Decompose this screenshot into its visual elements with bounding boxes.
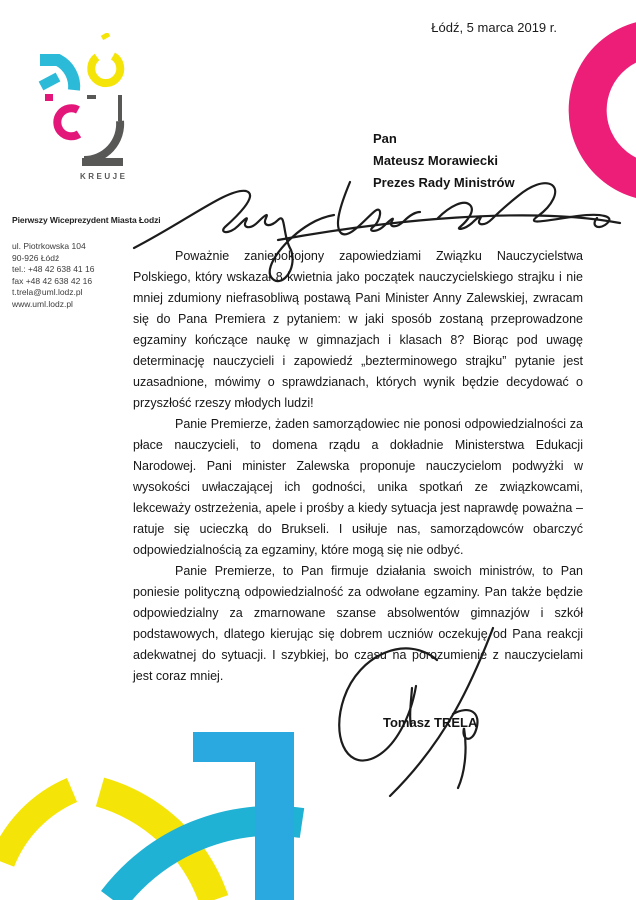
logo-letter-z-icon [82, 95, 123, 166]
sender-street: ul. Piotrkowska 104 [12, 241, 86, 251]
lodz-kreuje-logo [28, 33, 158, 185]
logo-letter-l-icon [40, 60, 74, 90]
pink-ring-decoration [536, 8, 636, 208]
logo-caption: KREUJE [80, 172, 128, 181]
sender-phone: tel.: +48 42 638 41 16 [12, 264, 95, 274]
sender-title: Pierwszy Wiceprezydent Miasta Łodzi [12, 215, 161, 225]
recipient-honorific: Pan [373, 131, 397, 146]
recipient-title: Prezes Rady Ministrów [373, 175, 515, 190]
sender-fax: fax +48 42 638 42 16 [12, 275, 93, 286]
sender-email: t.trela@uml.lodz.pl [12, 287, 83, 297]
letter-body [133, 246, 583, 687]
paragraph-3: Panie Premierze, to Pan firmuje działania swoich ministrów, to Pan poniesie polityczną odpowiedzialność za odwołane egzaminy. Pan także będzie odpowiedzialny za zmarnowane szanse absolwentów gimnazjów i szkół podstawowych, dlatego kierując się dobrem uczniów oczekuję od Pana reakcji adekwatnej do sytuacji. I szybkiej, bo czasu na porozumienie z nauczycielami jest coraz mniej. [133, 564, 583, 683]
sender-city: 90-926 Łódź [12, 252, 60, 263]
recipient-name: Mateusz Morawiecki [373, 153, 498, 168]
paragraph-1: Poważnie zaniepokojony zapowiedziami Związku Nauczycielstwa Polskiego, który wskazał 8 kwietnia jako początek nauczycielskiego strajku i nie mniej zdumiony niefrasobliwą postawą Pani Minister Anny Zalewskiej, zwracam się do Pana Premiera z pytaniem: w jaki sposób zostaną przeprowadzone egzaminy kończące naukę w gimnazjach i klasach 8? Biorąc pod uwagę determinację nauczycieli i zapowiedź „bezterminowego strajku” pytanie jest uzasadnione, mówimy o sprawdzianach, których wynik będzie decydować o przyszłość rzeszy młodych ludzi! [133, 249, 583, 410]
logo-letter-o-icon [91, 34, 120, 83]
logo-letter-d-icon [45, 94, 79, 136]
recipient-block [373, 128, 515, 194]
dateline: Łódź, 5 marca 2019 r. [431, 20, 557, 35]
signer-printed-name: Tomasz TRELA [383, 715, 478, 730]
bottom-brand-graphic [0, 718, 345, 900]
paragraph-2: Panie Premierze, żaden samorządowiec nie ponosi odpowiedzialności za płace nauczycieli, to domena rządu a dokładnie Ministerstwa Edukacji Narodowej. Pani minister Zalewska proponuje nauczycielom podwyżki w wysokości uwłaczającej ich godności, unika spotkań ze związkowcami, lekceważy ostrzeżenia, apele i prośby a kiedy sytuacja jest naprawdę poważna – ratuje się ucieczką do Brukseli. I usiłuje nas, samorządowców obarczyć odpowiedzialnością za egzaminy, które mogą się nie odbyć. [133, 417, 583, 557]
sender-website: www.uml.lodz.pl [12, 298, 73, 309]
yellow-arc-left [2, 790, 72, 862]
